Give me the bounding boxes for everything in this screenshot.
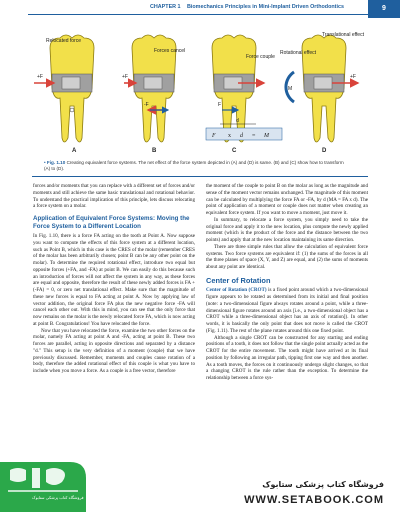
label-fa-plus-a: +F (37, 74, 43, 80)
chapter-title: Biomechanics Principles in Mini-Implant Driven Orthodontics (187, 4, 344, 10)
label-fa-plus-b: +F (122, 74, 128, 80)
page-number: 9 (368, 0, 400, 18)
eq-ma: M (264, 133, 269, 139)
eq-equals: = (252, 133, 256, 139)
equation-box (206, 128, 282, 140)
chapter-label: CHAPTER 1 (150, 4, 181, 10)
eq-d: d (240, 133, 243, 139)
label-rotational-effect: Rotational effect (280, 50, 317, 56)
right-paragraph-5: Although a single CROT can be constructed for any starting and ending positions of a tooth, it does not follow that the single point actually acted as the CROT for the entire movement. The tooth might have arrived at its final position by following an irregular path, tipping first one way and then another. As a tooth moves, the forces on it continuously undergo slight changes, so that a changing CROT is the rule rather than the exception. To determine the relationship between a force sys- (206, 334, 368, 382)
section-heading-center-rotation: Center of Rotation (206, 275, 271, 285)
caption-text: Creating equivalent force systems. The net effect of the force system depicted in (A) and (D) is same. (B) and (C) show how to transform (A) to (D). (44, 160, 344, 172)
setabook-logo (0, 458, 88, 512)
header-rule (28, 14, 368, 15)
label-ma: M (288, 86, 293, 92)
site-url[interactable]: WWW.SETABOOK.COM (244, 494, 384, 506)
label-fa-plus-d: +F (350, 74, 356, 80)
label-force-couple: Force couple (246, 54, 275, 60)
figure-1-10 (32, 28, 368, 158)
left-paragraph-2: In Fig. 1.10, there is a force FA acting on the tooth at Point A. Now suppose you want to compute the effects of this force system at a different location, such as Point B, which in this case is the CRES of the molar (remember CRES of the molar has been arbitrarily chosen; point B can be any other point on the molar). To determine the required rotational effect, introduce two equal but opposite forces (+FA, and -FA) at point B. We can easily do this because such an introduction of forces will not affect the system in any way, as these forces are equal and opposite, therefore the result of these newly added forces is FA + (-FA) = 0, or zero net translational effect. Make sure that the magnitude of these new forces is equal to FA acting at point A. Now by applying law of vector addition, the original force FA plus the new negative force -FA will cancel each other out. With this in mind, you can see that the only force that now remains on the molar is the newly relocated force FA, which is now acting at point B. Congratulations! You have relocated the force. (33, 233, 195, 327)
panel-label-d: D (322, 148, 327, 154)
brand-name-fa: فروشگاه کتاب پزشکی ستابوک (262, 480, 384, 489)
section-heading-equivalent: Application of Equivalent Force Systems: Moving the Force System to a Different Location (33, 215, 190, 230)
label-fa-minus-b: -F (144, 102, 149, 108)
label-fa-c: F (218, 102, 222, 108)
caption-label: • Fig. 1.10 (44, 160, 66, 165)
logo-label: فروشگاه کتاب پزشکی ستابوک (32, 495, 84, 500)
label-translational-effect: Translational effect (322, 32, 364, 38)
eq-fa: F (212, 133, 216, 139)
tooth-a (34, 35, 94, 142)
left-paragraph-1: forces and/or moments that you can replace with a different set of forces and/or moments and still achieve the same basic translational and rotational behavior. To understand the practical implication of this principle, lets discuss relocating a force system on a molar. (33, 183, 195, 210)
figure-caption (44, 160, 344, 172)
running-header (0, 0, 400, 16)
right-paragraph-2: In summary, to relocate a force system, you simply need to take the original force and apply it to the new location, plus compute the newly applied moment (which is the product of the force and the distance between the two points) and apply that at the new location maintaining its same direction. (206, 216, 368, 243)
right-paragraph-4: is a fixed point around which a two-dimensional figure appears to be rotated as determined from its initial and final position (note: a two-dimensional figure always rotates around a point, while a three-dimensional figure rotates around an axis [i.e., a two-dimensional object has a CROT while a three-dimensional object has an axis of rotation]). In other words, it is basically the only point that does not move is called the CROT (Fig. 1.11). The rest of the plane rotates around this one fixed point. (206, 287, 369, 334)
right-paragraph-1: the moment of the couple to point B on the molar as long as the magnitude and sense of the moment vector remains unchanged. The magnitude of this moment can be calculated by multiplying the force FA or -FA, by d (MA = FA x d). The point of application of a moment or couple does not matter when creating an equivalent force system. If you want to move a moment, just move it. (206, 183, 369, 216)
right-paragraph-3: There are three simple rules that allow the calculation of equivalent force systems. Two force systems are equivalent if: (1) the sums of the forces in all the three planes of space (X, Y, and Z) are equal, and (2) the sums of moments about any point are identical. (206, 243, 368, 270)
term-center-of-rotation: Center of Rotation (CROT) (206, 287, 267, 294)
right-column (206, 183, 368, 382)
left-paragraph-3: Now that you have relocated the force, examine the two other forces on the molar, namely FA acting at point A and -FA, acting at point B. These two forces are parallel, acting in opposite directions and separated by a distance "d." This setup is the very definition of a moment (couple) that we have previously discussed. Remember, moments and couples cause rotation of a body, therefore the added rotational effect of this couple is what you have to include when you move a force. As a couple is a free vector, therefore (33, 327, 195, 375)
label-dim-d: d (236, 118, 239, 124)
eq-x: x (228, 133, 231, 139)
tooth-c (212, 35, 264, 142)
site-footer (190, 478, 400, 512)
panel-label-a: A (72, 148, 77, 154)
panel-label-b: B (152, 148, 157, 154)
label-forces-cancel: Forces cancel (154, 48, 186, 54)
label-relocated-force: Relocated force (46, 38, 82, 44)
panel-label-c: C (232, 148, 237, 154)
caption-rule (32, 176, 368, 177)
setabook-logo-mark (0, 458, 88, 512)
left-column (33, 183, 195, 375)
